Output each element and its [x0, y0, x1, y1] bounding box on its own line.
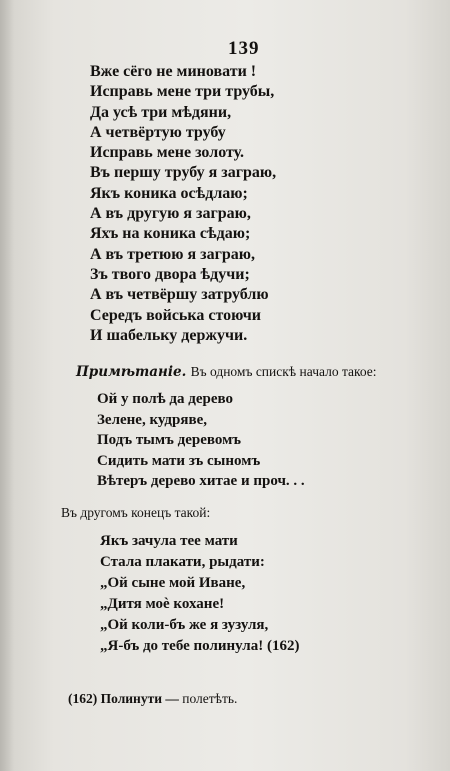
verse-line: „Дитя моѐ кохане!: [100, 596, 225, 612]
verse-line: Зелене, кудряве,: [97, 411, 207, 428]
footnote-meaning: полетѣть.: [182, 691, 238, 706]
verse-line: Якъ зачула тее мати: [100, 533, 238, 549]
verse-line: Исправь мене три трубы,: [90, 83, 275, 101]
footnote-ref: (162): [68, 691, 98, 706]
verse-line: Подъ тымъ деревомъ: [97, 432, 242, 448]
note-label: Примѣтаніе.: [76, 364, 187, 380]
verse-line: Исправь мене золоту.: [90, 144, 245, 162]
verse-line: Якъ коника осѣдлаю;: [90, 184, 248, 202]
footnote-dash: —: [165, 691, 179, 706]
verse-line: Въ першу трубу я заграю,: [90, 164, 277, 182]
page-number: 139: [228, 38, 260, 59]
verse-line: „Ой сыне мой Иване,: [100, 575, 246, 591]
verse-line: Да усѣ три мѣдяни,: [90, 103, 232, 121]
note-text: Въ другомъ конецъ такой:: [61, 505, 211, 520]
verse-block-variant-1: [97, 392, 305, 495]
verse-line: Вже сёго не миновати !: [90, 63, 257, 80]
verse-line: Стала плакати, рыдати:: [100, 554, 265, 570]
verse-line: „Ой коли-бъ же я зузуля,: [100, 617, 269, 633]
verse-line: А въ четвёршу затрублю: [90, 286, 269, 304]
footnote: [68, 692, 237, 706]
verse-line: Середъ войська стоючи: [90, 306, 261, 324]
editorial-note: [76, 364, 377, 380]
verse-block-main: [90, 64, 276, 348]
verse-line: А въ другую я заграю,: [90, 205, 251, 223]
verse-line: „Я-бъ до тебе полинула! (162): [100, 638, 300, 654]
editorial-note-2: [61, 506, 210, 520]
page-gutter-shadow: [0, 0, 14, 771]
verse-line: А четвёртую трубу: [90, 123, 226, 141]
verse-line: А въ третюю я заграю,: [90, 245, 255, 263]
verse-line: Вѣтеръ дерево хитае и проч. . .: [97, 473, 305, 489]
note-text: Въ одномъ спискѣ начало такое:: [190, 364, 377, 379]
verse-block-variant-2: [100, 534, 299, 660]
verse-line: Зъ твого двора ѣдучи;: [90, 265, 250, 283]
footnote-term: Полинути: [100, 691, 162, 706]
verse-line: Сидить мати зъ сыномъ: [97, 452, 261, 469]
verse-line: Яхъ на коника сѣдаю;: [90, 225, 251, 243]
verse-line: Ой у полѣ да дерево: [97, 391, 234, 407]
verse-line: И шабельку держучи.: [90, 326, 248, 344]
